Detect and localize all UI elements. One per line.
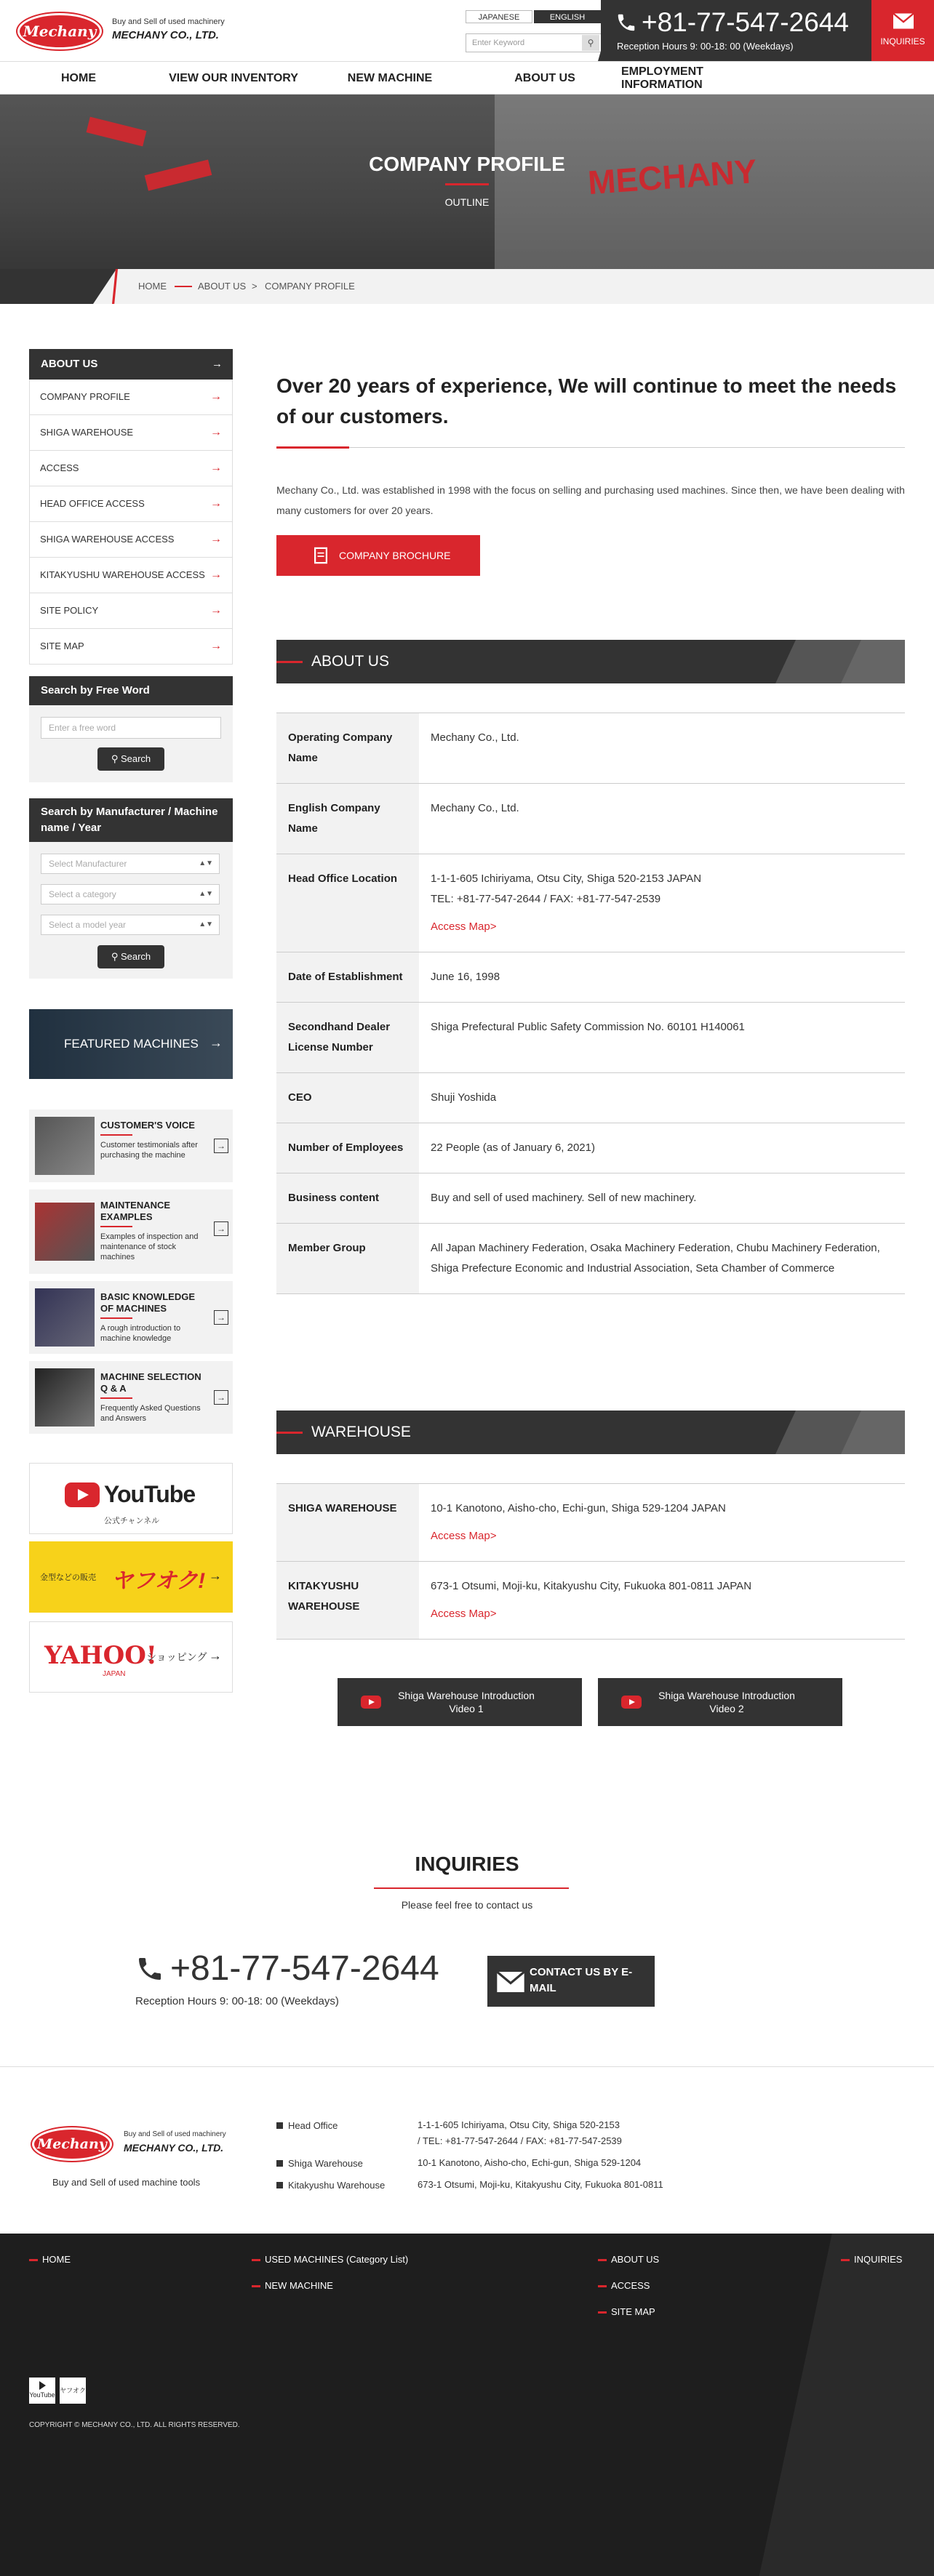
arrow-right-icon: → bbox=[210, 533, 222, 545]
breadcrumb-chevron-icon: > bbox=[252, 281, 258, 292]
sidebar-item-company-profile[interactable] bbox=[29, 380, 233, 415]
play-icon bbox=[78, 1489, 89, 1501]
keyword-search-input[interactable]: Enter Keyword bbox=[466, 33, 602, 52]
featured-machines-banner[interactable] bbox=[29, 1009, 233, 1079]
youtube-icon bbox=[621, 1696, 642, 1709]
card-underline bbox=[100, 1317, 132, 1319]
phone-icon bbox=[615, 12, 637, 33]
arrow-right-icon: → bbox=[209, 1648, 222, 1663]
row-key: Operating Company Name bbox=[276, 713, 419, 784]
table-row bbox=[276, 713, 905, 784]
arrow-right-icon: → bbox=[210, 640, 222, 652]
row-value: Shuji Yoshida bbox=[419, 1073, 905, 1123]
inquiries-underline bbox=[374, 1887, 569, 1889]
footer-tagline: Buy and Sell of used machinery bbox=[124, 2130, 226, 2138]
about-us-table bbox=[276, 713, 905, 1294]
card-thumbnail bbox=[35, 1288, 95, 1347]
select-model-year[interactable] bbox=[41, 915, 220, 935]
search-button-label: Search bbox=[120, 753, 151, 764]
table-row bbox=[276, 952, 905, 1003]
site-header bbox=[0, 0, 934, 61]
breadcrumb-about[interactable]: ABOUT US bbox=[198, 281, 247, 292]
arrow-right-icon: → bbox=[214, 1221, 228, 1236]
head-office-tel-line: / TEL: +81-77-547-2644 / FAX: +81-77-547-2539 bbox=[418, 2135, 622, 2146]
header-red-bar bbox=[276, 661, 303, 663]
row-value: All Japan Machinery Federation, Osaka Machinery Federation, Chubu Machinery Federation, Shiga Prefecture Economic and Industrial Association, Seta Chamber of Commerce bbox=[419, 1224, 905, 1294]
search-icon: ⚲ bbox=[111, 951, 121, 962]
card-title: MAINTENANCE EXAMPLES bbox=[100, 1200, 171, 1222]
table-row bbox=[276, 1562, 905, 1640]
row-key: Member Group bbox=[276, 1224, 419, 1294]
yafuoku-logo: ヤフオク! bbox=[111, 1569, 206, 1593]
sidebar-item-site-map[interactable] bbox=[29, 629, 233, 665]
card-title: CUSTOMER'S VOICE bbox=[100, 1120, 195, 1131]
row-key: Head Office Location bbox=[276, 854, 419, 952]
inquiries-button[interactable] bbox=[871, 0, 934, 61]
youtube-icon-label: YouTube bbox=[29, 2391, 55, 2399]
video-1-button[interactable] bbox=[338, 1678, 582, 1726]
footer-location-value: 10-1 Kanotono, Aisho-cho, Echi-gun, Shiga 529-1204 bbox=[418, 2157, 642, 2168]
heading-divider bbox=[276, 447, 905, 448]
intro-text: Mechany Co., Ltd. was established in 1998 with the focus on selling and purchasing used machines. Since then, we have been dealing with many customers for over 20 years. bbox=[276, 484, 905, 516]
nav-home[interactable]: HOME bbox=[61, 72, 96, 84]
head-office-address: 1-1-1-605 Ichiriyama, Otsu City, Shiga 520-2153 JAPAN bbox=[431, 872, 702, 885]
sidebar-item-label: ACCESS bbox=[40, 462, 79, 473]
yafuoku-banner[interactable] bbox=[29, 1541, 233, 1613]
table-row bbox=[276, 1173, 905, 1224]
header-phone-box[interactable] bbox=[601, 0, 871, 61]
nav-view-inventory[interactable]: VIEW OUR INVENTORY bbox=[169, 72, 298, 84]
sidebar-item-kitakyushu-warehouse-access[interactable] bbox=[29, 558, 233, 593]
arrow-right-icon: → bbox=[214, 1390, 228, 1405]
warehouse-table bbox=[276, 1483, 905, 1640]
breadcrumb-home[interactable]: HOME bbox=[138, 281, 167, 292]
sidebar-item-label: SITE MAP bbox=[40, 641, 84, 651]
select-category-value: Select a category bbox=[49, 889, 116, 899]
search-icon[interactable]: ⚲ bbox=[582, 35, 599, 51]
header-phone-number: +81-77-547-2644 bbox=[642, 7, 849, 37]
youtube-icon bbox=[361, 1696, 381, 1709]
table-row bbox=[276, 1224, 905, 1294]
footer-logo[interactable]: Mechany bbox=[32, 2127, 112, 2161]
sidebar-item-label: HEAD OFFICE ACCESS bbox=[40, 498, 145, 509]
card-description: Examples of inspection and maintenance of stock machines bbox=[100, 1232, 199, 1261]
arrow-right-icon: → bbox=[210, 390, 222, 403]
manufacturer-search-heading: Search by Manufacturer / Machine name / Year bbox=[29, 798, 233, 842]
row-key: Number of Employees bbox=[276, 1123, 419, 1173]
footer-yafuoku-icon[interactable]: ヤフオク bbox=[60, 2378, 86, 2404]
footer-diagonal bbox=[739, 2234, 934, 2576]
footer-link-used-machines[interactable]: USED MACHINES (Category List) bbox=[252, 2254, 408, 2265]
heading-accent-line bbox=[276, 446, 349, 449]
about-us-heading: ABOUT US bbox=[311, 653, 389, 670]
footer-link-about-us[interactable]: ABOUT US bbox=[598, 2254, 659, 2265]
breadcrumb-current: COMPANY PROFILE bbox=[265, 281, 355, 292]
footer-link-inquiries[interactable]: INQUIRIES bbox=[841, 2254, 902, 2265]
breadcrumb-separator bbox=[175, 286, 192, 287]
row-value: Mechany Co., Ltd. bbox=[419, 713, 905, 784]
arrow-right-icon: → bbox=[210, 462, 222, 474]
footer-link-home[interactable]: HOME bbox=[29, 2254, 71, 2265]
search-button-label: Search bbox=[120, 951, 151, 962]
row-key: CEO bbox=[276, 1073, 419, 1123]
card-customers-voice[interactable] bbox=[29, 1110, 233, 1182]
card-underline bbox=[100, 1134, 132, 1136]
arrow-right-icon: → bbox=[210, 604, 222, 617]
sidebar-item-label: SHIGA WAREHOUSE ACCESS bbox=[40, 534, 175, 545]
select-category[interactable] bbox=[41, 884, 220, 904]
select-arrows-icon: ▲▼ bbox=[199, 859, 213, 867]
inquiries-label: INQUIRIES bbox=[880, 36, 925, 47]
document-icon bbox=[314, 547, 327, 564]
sidebar-item-site-policy[interactable] bbox=[29, 593, 233, 629]
header-tagline: Buy and Sell of used machinery bbox=[112, 17, 225, 26]
card-thumbnail bbox=[35, 1203, 95, 1261]
arrow-right-icon: → bbox=[210, 569, 222, 581]
sidebar-item-shiga-warehouse[interactable] bbox=[29, 415, 233, 451]
hero-banner bbox=[0, 95, 934, 269]
search-icon: ⚲ bbox=[111, 753, 121, 764]
head-office-access-map-link[interactable]: Access Map> bbox=[431, 920, 497, 933]
yahoo-logo: YAHOO! bbox=[44, 1641, 157, 1670]
row-value: June 16, 1998 bbox=[419, 952, 905, 1003]
footer-location-value: 673-1 Otsumi, Moji-ku, Kitakyushu City, Fukuoka 801-0811 bbox=[418, 2179, 663, 2190]
lang-english-button[interactable]: ENGLISH bbox=[534, 10, 601, 23]
arrow-right-icon: → bbox=[210, 426, 222, 438]
select-manufacturer[interactable] bbox=[41, 854, 220, 874]
page-subtitle: OUTLINE bbox=[444, 196, 490, 208]
inquiries-phone-number[interactable]: +81-77-547-2644 bbox=[170, 1949, 439, 1988]
page-title: COMPANY PROFILE bbox=[369, 153, 565, 175]
mail-icon bbox=[893, 13, 914, 29]
nav-employment-information[interactable]: EMPLOYMENT INFORMATION bbox=[621, 65, 703, 91]
card-basic-knowledge[interactable] bbox=[29, 1281, 233, 1354]
about-us-section-header bbox=[276, 640, 905, 683]
row-key: Business content bbox=[276, 1173, 419, 1224]
sidebar-item-label: KITAKYUSHU WAREHOUSE ACCESS bbox=[40, 569, 205, 580]
lang-japanese-button[interactable]: JAPANESE bbox=[466, 10, 532, 23]
card-machine-selection-qa[interactable] bbox=[29, 1361, 233, 1434]
select-year-value: Select a model year bbox=[49, 920, 127, 930]
video-1-label: Shiga Warehouse Introduction Video 1 bbox=[398, 1690, 535, 1714]
header-company-name: MECHANY CO., LTD. bbox=[112, 29, 219, 41]
hero-overlay bbox=[0, 95, 934, 269]
arrow-right-icon: → bbox=[210, 497, 222, 510]
select-arrows-icon: ▲▼ bbox=[199, 890, 213, 898]
yahoo-japan-label: JAPAN bbox=[103, 1670, 126, 1678]
sidebar-item-label: COMPANY PROFILE bbox=[40, 391, 130, 402]
arrow-right-icon: → bbox=[209, 1035, 223, 1050]
brochure-label: COMPANY BROCHURE bbox=[339, 550, 451, 561]
footer-link-site-map[interactable]: SITE MAP bbox=[598, 2306, 655, 2317]
freeword-heading: Search by Free Word bbox=[29, 676, 233, 705]
footer-link-new-machine[interactable]: NEW MACHINE bbox=[252, 2280, 333, 2291]
yahoo-shopping-label: ショッピング bbox=[146, 1651, 207, 1663]
footer-bottom bbox=[0, 2234, 934, 2576]
youtube-wordmark: YouTube bbox=[104, 1481, 196, 1507]
video-2-button[interactable] bbox=[598, 1678, 842, 1726]
card-title: MACHINE SELECTION Q & A bbox=[100, 1371, 201, 1394]
row-key: Date of Establishment bbox=[276, 952, 419, 1003]
card-maintenance-examples[interactable] bbox=[29, 1189, 233, 1274]
head-office-address-line: 1-1-1-605 Ichiriyama, Otsu City, Shiga 520-2153 bbox=[418, 2119, 620, 2130]
play-icon bbox=[39, 2381, 46, 2390]
card-thumbnail bbox=[35, 1368, 95, 1427]
header-reception-hours: Reception Hours 9: 00-18: 00 (Weekdays) bbox=[617, 41, 794, 52]
freeword-search-button[interactable] bbox=[97, 747, 164, 771]
row-key: Secondhand Dealer License Number bbox=[276, 1003, 419, 1073]
phone-icon bbox=[135, 1954, 164, 1983]
inquiries-hours: Reception Hours 9: 00-18: 00 (Weekdays) bbox=[135, 1995, 339, 2007]
card-underline bbox=[100, 1397, 132, 1399]
contact-by-email-button[interactable] bbox=[487, 1956, 655, 2007]
head-office-tel-fax: TEL: +81-77-547-2644 / FAX: +81-77-547-2539 bbox=[431, 893, 661, 905]
nav-about-us[interactable]: ABOUT US bbox=[514, 72, 575, 84]
title-underline bbox=[445, 183, 489, 185]
row-value bbox=[419, 1562, 905, 1640]
main-heading: Over 20 years of experience, We will continue to meet the needs of our customers. bbox=[276, 374, 897, 428]
warehouse-heading: WAREHOUSE bbox=[311, 1424, 411, 1440]
contact-by-email-label: CONTACT US BY E-MAIL bbox=[530, 1966, 633, 1994]
arrow-right-icon: → bbox=[212, 358, 223, 370]
footer-sub-tagline: Buy and Sell of used machine tools bbox=[52, 2177, 201, 2188]
table-row bbox=[276, 854, 905, 952]
youtube-banner[interactable] bbox=[29, 1463, 233, 1534]
row-key: English Company Name bbox=[276, 784, 419, 854]
inquiries-subtitle: Please feel free to contact us bbox=[401, 1899, 533, 1911]
footer-link-access[interactable]: ACCESS bbox=[598, 2280, 650, 2291]
table-row bbox=[276, 1003, 905, 1073]
row-key: SHIGA WAREHOUSE bbox=[276, 1484, 419, 1562]
card-underline bbox=[100, 1226, 132, 1227]
select-arrows-icon: ▲▼ bbox=[199, 920, 213, 928]
sidebar-heading-label: ABOUT US bbox=[41, 358, 98, 370]
copyright: COPYRIGHT © MECHANY CO., LTD. ALL RIGHTS RESERVED. bbox=[29, 2421, 240, 2429]
shiga-warehouse-address: 10-1 Kanotono, Aisho-cho, Echi-gun, Shiga 529-1204 JAPAN bbox=[431, 1502, 726, 1514]
inquiries-title: INQUIRIES bbox=[415, 1853, 519, 1875]
footer-location-key: Head Office bbox=[276, 2120, 338, 2131]
footer-company-name: MECHANY CO., LTD. bbox=[124, 2142, 224, 2154]
table-row bbox=[276, 1484, 905, 1562]
footer-location-value bbox=[418, 2117, 622, 2149]
row-value bbox=[419, 854, 905, 952]
featured-machines-label: FEATURED MACHINES bbox=[64, 1037, 199, 1051]
select-manufacturer-value: Select Manufacturer bbox=[49, 859, 127, 869]
shiga-warehouse-access-map-link[interactable]: Access Map> bbox=[431, 1530, 497, 1542]
sidebar-item-label: SHIGA WAREHOUSE bbox=[40, 427, 134, 438]
card-title: BASIC KNOWLEDGE OF MACHINES bbox=[100, 1291, 195, 1314]
table-row bbox=[276, 1123, 905, 1173]
header-red-bar bbox=[276, 1432, 303, 1434]
card-description: A rough introduction to machine knowledge bbox=[100, 1324, 181, 1343]
footer-location-key: Kitakyushu Warehouse bbox=[276, 2180, 385, 2191]
nav-new-machine[interactable]: NEW MACHINE bbox=[347, 72, 433, 84]
table-row bbox=[276, 1073, 905, 1123]
row-value bbox=[419, 1484, 905, 1562]
card-thumbnail bbox=[35, 1117, 95, 1175]
arrow-right-icon: → bbox=[214, 1310, 228, 1325]
warehouse-section-header bbox=[276, 1411, 905, 1454]
sidebar-item-label: SITE POLICY bbox=[40, 605, 99, 616]
footer-youtube-icon[interactable] bbox=[29, 2378, 55, 2404]
kitakyushu-warehouse-address: 673-1 Otsumi, Moji-ku, Kitakyushu City, Fukuoka 801-0811 JAPAN bbox=[431, 1580, 752, 1592]
mail-icon bbox=[496, 1972, 525, 1992]
yahoo-shopping-banner[interactable] bbox=[29, 1621, 233, 1693]
arrow-right-icon: → bbox=[214, 1139, 228, 1153]
sidebar-heading[interactable] bbox=[29, 349, 233, 380]
arrow-right-icon: → bbox=[209, 1568, 222, 1583]
row-value: 22 People (as of January 6, 2021) bbox=[419, 1123, 905, 1173]
youtube-subtitle: 公式チャンネル bbox=[103, 1517, 160, 1525]
row-value: Mechany Co., Ltd. bbox=[419, 784, 905, 854]
row-key: KITAKYUSHU WAREHOUSE bbox=[276, 1562, 419, 1640]
sidebar-item-shiga-warehouse-access[interactable] bbox=[29, 522, 233, 558]
main-nav bbox=[0, 61, 934, 95]
sidebar-item-head-office-access[interactable] bbox=[29, 486, 233, 522]
hero-sign-text: MECHANY bbox=[586, 151, 759, 202]
table-row bbox=[276, 784, 905, 854]
card-description: Frequently Asked Questions and Answers bbox=[100, 1404, 201, 1423]
row-value: Shiga Prefectural Public Safety Commission No. 60101 H140061 bbox=[419, 1003, 905, 1073]
freeword-input[interactable]: Enter a free word bbox=[41, 717, 221, 739]
footer-location-key: Shiga Warehouse bbox=[276, 2158, 363, 2169]
video-2-label: Shiga Warehouse Introduction Video 2 bbox=[658, 1690, 795, 1714]
yafuoku-left-text: 金型などの販売 bbox=[40, 1573, 96, 1582]
site-logo[interactable]: Mechany bbox=[17, 13, 102, 49]
row-value: Buy and sell of used machinery. Sell of new machinery. bbox=[419, 1173, 905, 1224]
company-brochure-button[interactable] bbox=[276, 535, 480, 576]
sidebar-item-access[interactable] bbox=[29, 451, 233, 486]
kitakyushu-warehouse-access-map-link[interactable]: Access Map> bbox=[431, 1608, 497, 1620]
manufacturer-search-button[interactable] bbox=[97, 945, 164, 968]
card-description: Customer testimonials after purchasing the machine bbox=[100, 1141, 198, 1160]
